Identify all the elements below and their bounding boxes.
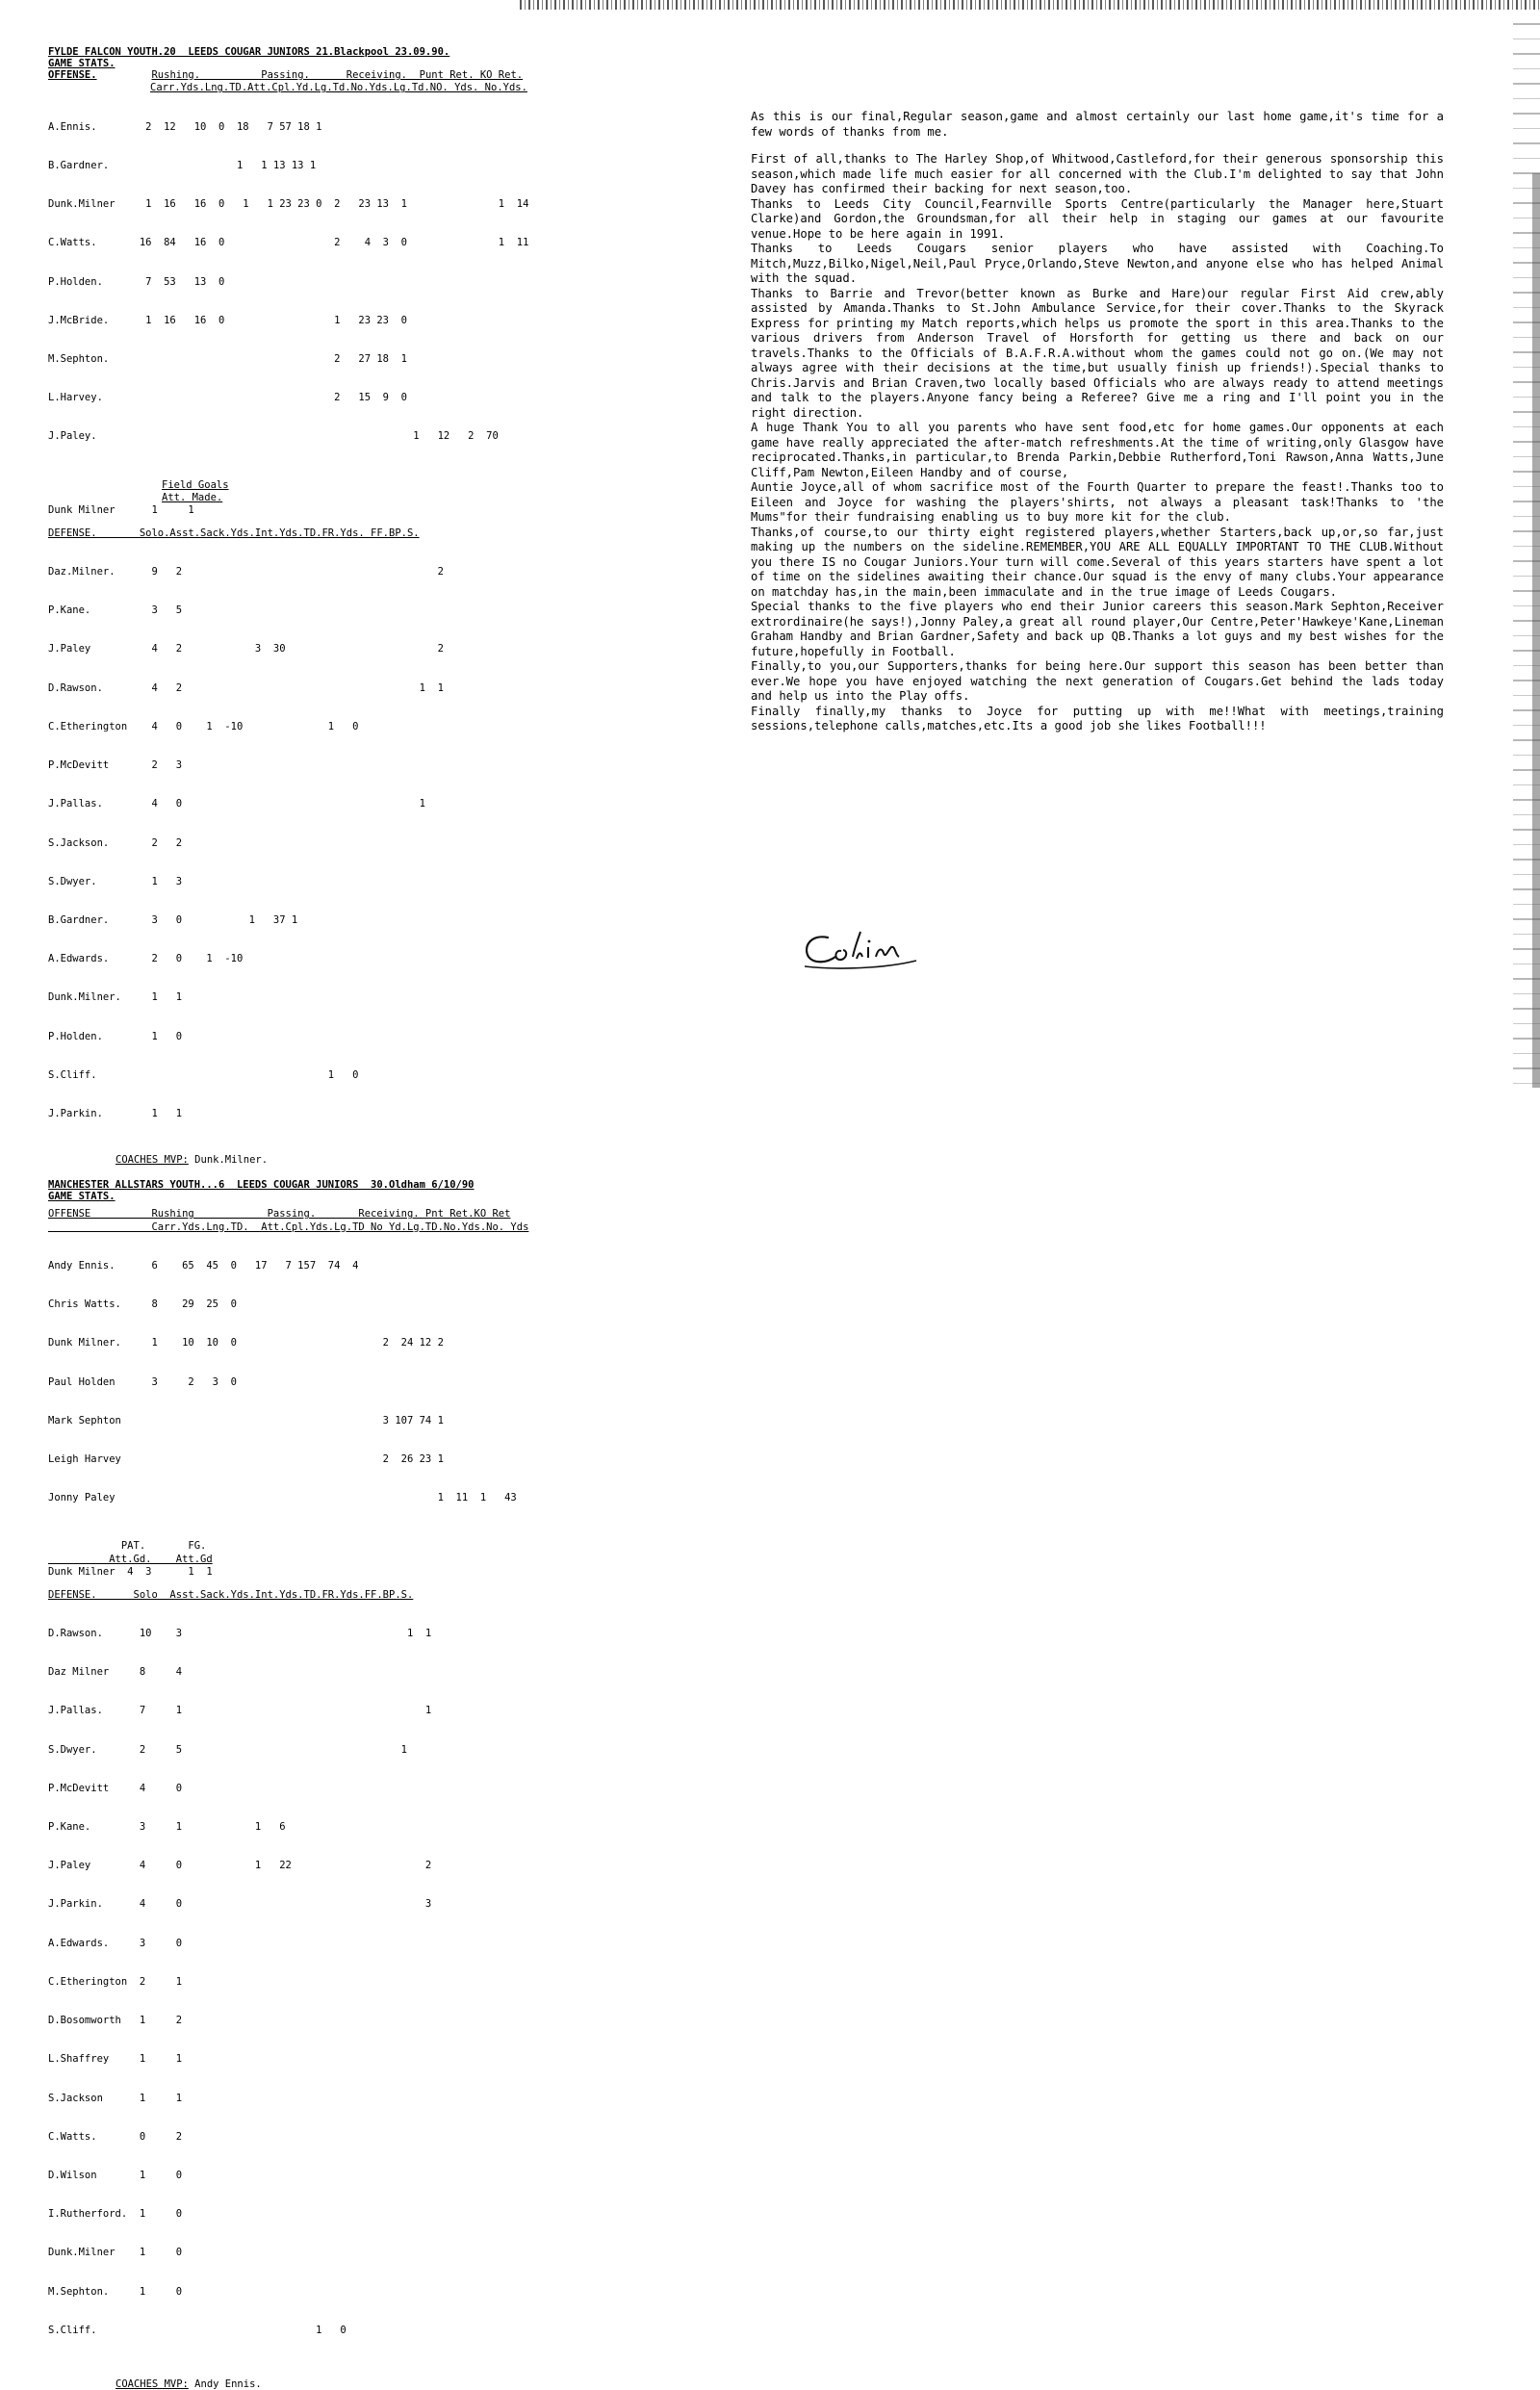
mvp-label: COACHES MVP:: [116, 1154, 189, 1167]
game2-pat-header: PAT. FG.: [48, 1540, 207, 1553]
game2-defense-table: [48, 1602, 645, 2363]
table-row: S.Dwyer. 1 3: [48, 875, 183, 887]
table-row: Daz.Milner. 9 2 2: [48, 566, 444, 578]
game1-offense-table: [48, 95, 645, 470]
table-row: D.Wilson 1 0: [48, 2169, 183, 2181]
thank-you-letter: [751, 110, 1444, 734]
table-row: I.Rutherford. 1 0: [48, 2208, 183, 2221]
letter-paragraph: Thanks to Leeds City Council,Fearnville Sports Centre(particularly the Manager here,Stuart Clarke)and Gordon,the Groundsman,for all their help in staging our games at our favourite venue.Hope to be here again in 1991.: [751, 196, 1444, 241]
table-row: B.Gardner. 3 0 1 37 1: [48, 914, 298, 926]
game2-pat-row: Dunk Milner 4 3 1 1: [48, 1566, 213, 1579]
game1-fg-row: Dunk Milner 1 1: [48, 504, 194, 517]
table-row: Daz Milner 8 4: [48, 1666, 183, 1679]
game2-pat-cols: Att.Gd. Att.Gd: [48, 1553, 213, 1565]
game2-col-header: Carr.Yds.Lng.TD. Att.Cpl.Yds.Lg.TD No Yd.Lg.TD.No.Yds.No. Yds: [48, 1221, 529, 1233]
table-row: A.Ennis. 2 12 10 0 18 7 57 18 1: [48, 120, 322, 133]
letter-paragraph: Thanks to Barrie and Trevor(better known as Burke and Hare)our regular First Aid crew,ably assisted by Amanda.Thanks to St.John Ambulance Service,for their cover.Thanks to the Skyrack Express for printing my Match reports,which helps us promote the sport in this area.Thanks to the various drivers from Anderson Travel of Horsforth for getting us there and back on our travels.Thanks to the Officials of B.A.F.R.A.without whom the games could not go on.(We may not always agree with their decisions at the time,but usually finish up friends!).Special thanks to Chris.Jarvis and Brian Craven,two locally based Officials who are always ready to attend meetings and talk to the players.Anyone fancy being a Referee? Give me a ring and I'll point you in the right direction.: [751, 286, 1444, 420]
letter-paragraph: Thanks to Leeds Cougars senior players who have assisted with Coaching.To Mitch,Muzz,Bilko,Nigel,Neil,Paul Pryce,Orlando,Steve Newton,and anyone else who has helped Animal with the squad.: [751, 242, 1444, 285]
mvp-label: COACHES MVP:: [116, 2378, 189, 2390]
game1-section: [48, 46, 645, 1166]
table-row: D.Rawson. 4 2 1 1: [48, 681, 444, 694]
table-row: P.Holden. 7 53 13 0: [48, 275, 225, 288]
table-row: J.Parkin. 4 0 3: [48, 1898, 432, 1911]
stats-page: [48, 46, 645, 2390]
mvp-value: Dunk.Milner.: [188, 1154, 269, 1167]
game2-offense-table: [48, 1234, 645, 1530]
game1-defense-header: DEFENSE. Solo.Asst.Sack.Yds.Int.Yds.TD.FR.Yds. FF.BP.S.: [48, 527, 420, 539]
table-row: C.Etherington 2 1: [48, 1975, 183, 1988]
table-row: D.Rawson. 10 3 1 1: [48, 1627, 432, 1639]
table-row: J.Paley. 1 12 2 70: [48, 430, 499, 443]
table-row: C.Watts. 16 84 16 0 2 4 3 0 1 11: [48, 237, 529, 249]
letter-paragraph: Finally,to you,our Supporters,thanks for being here.Our support this season has been better than ever.We hope you have enjoyed watching the next generation of Cougars.Get behind the lads today and help us into the Play offs.: [751, 659, 1444, 703]
table-row: C.Etherington 4 0 1 -10 1 0: [48, 720, 359, 732]
table-row: S.Cliff. 1 0: [48, 1068, 359, 1081]
game2-title: MANCHESTER ALLSTARS YOUTH...6 LEEDS COUGAR JUNIORS 30.Oldham 6/10/90: [48, 1179, 475, 1192]
game2-section: [48, 1179, 645, 2390]
game1-fg-cols: Att. Made.: [162, 492, 223, 503]
table-row: P.Holden. 1 0: [48, 1030, 183, 1042]
signature-image: [799, 924, 934, 976]
table-row: Dunk Milner. 1 10 10 0 2 24 12 2: [48, 1337, 444, 1349]
table-row: Leigh Harvey 2 26 23 1: [48, 1453, 444, 1466]
table-row: A.Edwards. 2 0 1 -10: [48, 953, 244, 965]
game1-title: FYLDE FALCON YOUTH.20 LEEDS COUGAR JUNIORS 21.Blackpool 23.09.90.: [48, 46, 450, 58]
scan-edge-right: [1532, 173, 1540, 1088]
table-row: J.Paley 4 2 3 30 2: [48, 643, 444, 655]
table-row: C.Watts. 0 2: [48, 2130, 183, 2143]
table-row: S.Jackson. 2 2: [48, 836, 183, 849]
game2-subtitle: GAME STATS.: [48, 1191, 116, 1203]
mvp-value: Andy Ennis.: [188, 2378, 262, 2390]
table-row: Mark Sephton 3 107 74 1: [48, 1414, 444, 1426]
game1-mvp: [116, 1154, 645, 1166]
game1-defense-table: [48, 540, 645, 1146]
game2-mvp: [116, 2378, 645, 2390]
table-row: B.Gardner. 1 1 13 13 1: [48, 159, 317, 171]
scan-noise-top: [520, 0, 1540, 10]
table-row: L.Shaffrey 1 1: [48, 2053, 183, 2066]
table-row: S.Cliff. 1 0: [48, 2324, 346, 2336]
table-row: Jonny Paley 1 11 1 43: [48, 1492, 517, 1504]
table-row: M.Sephton. 1 0: [48, 2285, 183, 2298]
letter-paragraph: Special thanks to the five players who end their Junior careers this season.Mark Sephton,Receiver extrordinaire(he says!),Jonny Paley,a great all round player,Our Centre,Peter'Hawkeye'Kane,Lineman Graham Handby and Brian Gardner,Safety and back up QB.Thanks a lot guys and my best wishes for the future,hopefully in Football.: [751, 600, 1444, 658]
table-row: Dunk.Milner 1 0: [48, 2247, 183, 2259]
table-row: A.Edwards. 3 0: [48, 1937, 183, 1949]
game2-group-header: OFFENSE Rushing Passing. Receiving. Pnt Ret.KO Ret: [48, 1208, 511, 1221]
table-row: Paul Holden 3 2 3 0: [48, 1375, 237, 1388]
table-row: P.McDevitt 4 0: [48, 1782, 183, 1794]
table-row: Andy Ennis. 6 65 45 0 17 7 157 74 4: [48, 1259, 359, 1272]
letter-paragraph: Finally finally,my thanks to Joyce for putting up with me!!What with meetings,training sessions,telephone calls,matches,etc.Its a good job she likes Football!!!: [751, 704, 1444, 732]
game1-offense-label: OFFENSE.: [48, 69, 97, 81]
game1-offense-headers: [48, 69, 645, 82]
letter-paragraph: First of all,thanks to The Harley Shop,of Whitwood,Castleford,for their generous sponsorship this season,which made life much easier for all concerned with the Club.I'm delighted to say that John Davey has confirmed their backing for next season,too.: [751, 152, 1444, 195]
game1-group-header: Rushing. Passing. Receiving. Punt Ret. KO Ret.: [151, 69, 524, 81]
table-row: P.Kane. 3 5: [48, 604, 183, 617]
table-row: J.Paley 4 0 1 22 2: [48, 1860, 432, 1872]
letter-paragraph: Auntie Joyce,all of whom sacrifice most of the Fourth Quarter to prepare the feast!.Thanks too to Eileen and Joyce for washing the players'shirts, not always a pleasant task!Thanks to 'the Mums"for their fundraising enabling us to buy more kit for the club.: [751, 480, 1444, 524]
letter-paragraph: As this is our final,Regular season,game and almost certainly our last home game,it's time for a few words of thanks from me.: [751, 110, 1444, 139]
game1-fg-header: Field Goals: [162, 478, 229, 491]
table-row: J.Parkin. 1 1: [48, 1108, 183, 1120]
table-row: P.Kane. 3 1 1 6: [48, 1821, 286, 1833]
game2-defense-header: DEFENSE. Solo Asst.Sack.Yds.Int.Yds.TD.FR.Yds.FF.BP.S.: [48, 1588, 414, 1601]
table-row: L.Harvey. 2 15 9 0: [48, 392, 407, 404]
table-row: Dunk.Milner. 1 1: [48, 991, 183, 1004]
table-row: J.Pallas. 7 1 1: [48, 1705, 432, 1717]
table-row: P.McDevitt 2 3: [48, 759, 183, 772]
table-row: J.Pallas. 4 0 1: [48, 798, 425, 810]
letter-paragraph: A huge Thank You to all you parents who have sent food,etc for home games.Our opponents at each game have really appreciated the after-match refreshments.At the time of writing,only Glasgow have reciprocated.Thanks,in particular,to Brenda Parkin,Debbie Rutherford,Toni Rawson,Anna Watts,June Cliff,Pam Newton,Eileen Handby and of course,: [751, 421, 1444, 479]
letter-paragraph: Thanks,of course,to our thirty eight registered players,whether Starters,back up,or,so far,just making up the numbers on the sideline.REMEMBER,YOU ARE ALL EQUALLY IMPORTANT TO THE CLUB.Without you there IS no Cougar Juniors.Your turn will come.Several of this years starters have spent a lot of time on the sidelines awaiting their chance.Our squad is the envy of many clubs.Your appearance on matchday has,in the main,been immaculate and in the true image of Leeds Cougars.: [751, 525, 1444, 599]
table-row: S.Dwyer. 2 5 1: [48, 1743, 407, 1756]
table-row: D.Bosomworth 1 2: [48, 2015, 183, 2027]
table-row: M.Sephton. 2 27 18 1: [48, 352, 407, 365]
game1-subtitle: GAME STATS.: [48, 58, 116, 69]
table-row: Chris Watts. 8 29 25 0: [48, 1298, 237, 1311]
game1-col-header: Carr.Yds.Lng.TD.Att.Cpl.Yd.Lg.Td.No.Yds.Lg.Td.NO. Yds. No.Yds.: [150, 82, 527, 94]
table-row: Dunk.Milner 1 16 16 0 1 1 23 23 0 2 23 13 1 1 14: [48, 198, 529, 211]
table-row: J.McBride. 1 16 16 0 1 23 23 0: [48, 314, 407, 326]
table-row: S.Jackson 1 1: [48, 2092, 183, 2104]
